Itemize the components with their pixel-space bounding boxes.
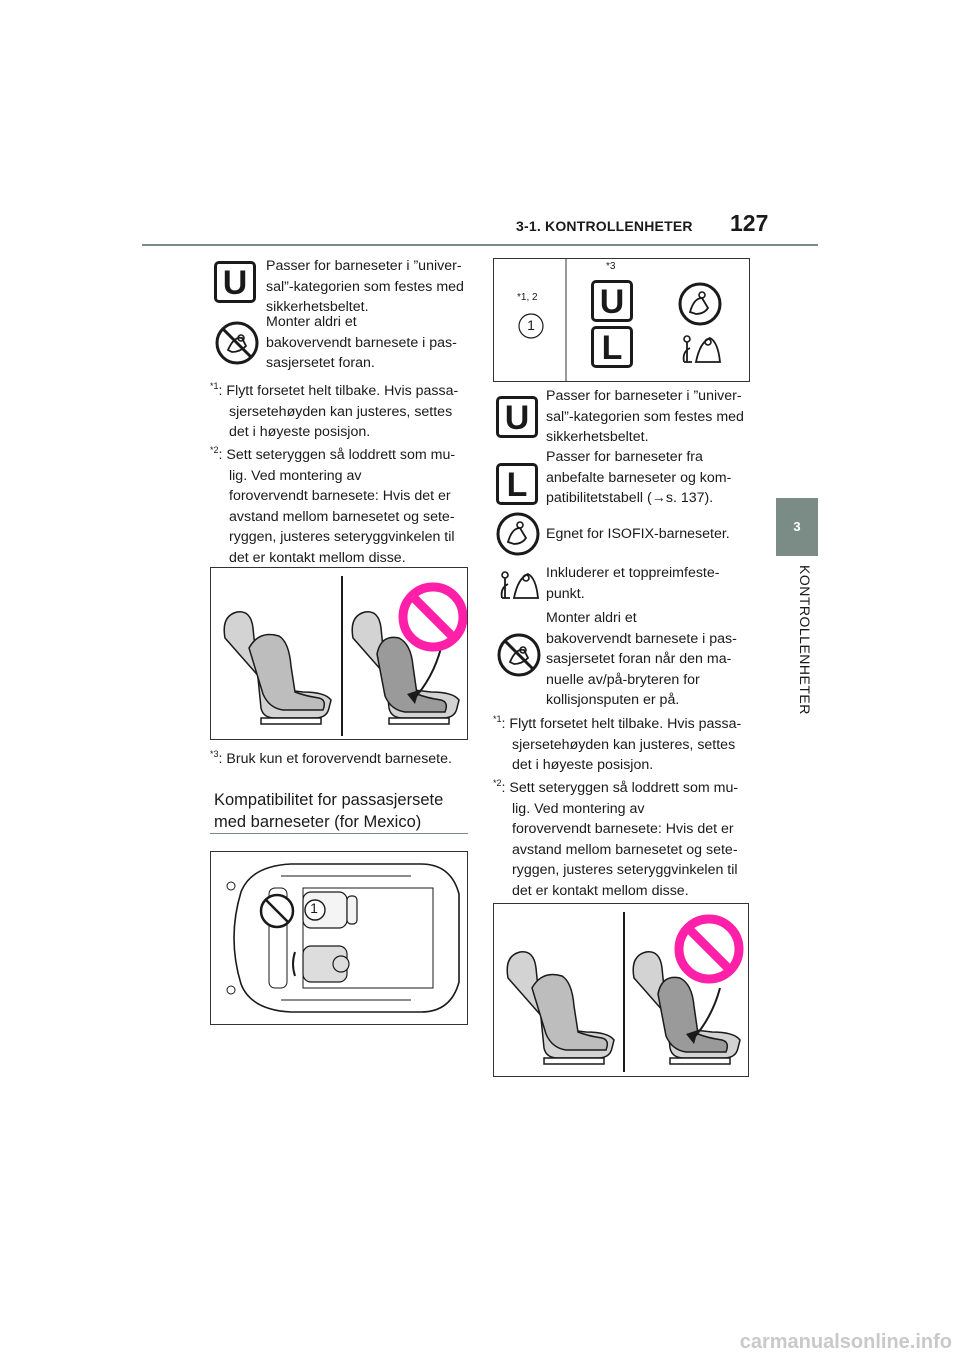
legend-tether-text	[546, 563, 751, 604]
legend-isofix-text: Egnet for ISOFIX-barneseter.	[546, 526, 730, 542]
text-line: : Flytt forsetet helt tilbake. Hvis passa-	[501, 716, 742, 732]
text-line: Passer for barneseter i ”univer-	[546, 388, 742, 404]
header-rule	[142, 244, 818, 246]
list-l-icon: L	[591, 326, 633, 368]
footnote-2	[493, 773, 755, 901]
text-line: sasjersetet foran.	[266, 355, 375, 371]
legend-universal-text	[546, 386, 751, 448]
no-rear-facing-icon	[496, 632, 542, 683]
legend-never-text	[546, 608, 751, 711]
text-line: det i høyeste posisjon.	[229, 424, 371, 440]
footnote-3	[210, 744, 472, 770]
text-line: bakovervendt barnesete i pas-	[546, 630, 737, 647]
text-line: lig. Ved montering av	[229, 467, 362, 484]
text-line: sjersetehøyden kan justeres, settes	[229, 403, 453, 420]
text-line: forovervendt barnesete: Hvis det er	[512, 821, 734, 837]
footnote-mark: *3	[210, 749, 219, 759]
text-line: sikkerhetsbeltet.	[266, 299, 369, 315]
text-line: sal”-kategorien som festes med	[546, 408, 744, 425]
universal-u-icon: U	[496, 396, 538, 438]
text-line: Monter aldri et	[266, 314, 357, 330]
seat-adjustment-figure	[493, 903, 749, 1077]
universal-description	[266, 256, 471, 318]
page-number: 127	[730, 210, 769, 236]
universal-u-icon: U	[214, 261, 256, 303]
isofix-icon	[496, 512, 540, 561]
text-line: lig. Ved montering av	[512, 800, 645, 817]
no-rear-facing-icon	[214, 320, 260, 371]
never-rear-facing-text	[266, 312, 471, 374]
subheading-line: Kompatibilitet for passasjersete	[214, 791, 444, 809]
chapter-tab: 3	[776, 498, 818, 556]
text-line: : Flytt forsetet helt tilbake. Hvis passa-	[218, 383, 459, 399]
seat-position-number: 1	[310, 900, 318, 916]
text-line: Inkluderer et toppreimfeste-	[546, 565, 720, 581]
text-line: : Sett seteryggen så loddrett som mu-	[501, 780, 739, 796]
text-line: patibilitetstabell (→s. 137).	[546, 490, 714, 506]
legend-list-text	[546, 447, 751, 509]
text-line: det er kontakt mellom disse.	[229, 549, 406, 566]
text-line: : Sett seteryggen så loddrett som mu-	[218, 447, 456, 463]
list-l-icon: L	[496, 463, 538, 505]
text-line: kollisjonsputen er på.	[546, 692, 680, 708]
table-col1-note: *1, 2	[517, 292, 538, 303]
text-line: det i høyeste posisjon.	[512, 757, 654, 773]
text-line: det er kontakt mellom disse.	[512, 882, 689, 899]
text-line: Monter aldri et	[546, 610, 637, 626]
isofix-icon	[678, 282, 722, 331]
table-col1-number: 1	[527, 317, 535, 333]
text-line: forovervendt barnesete: Hvis det er	[229, 488, 451, 504]
footnote-mark: *2	[493, 778, 502, 788]
footnote-mark: *1	[493, 714, 502, 724]
footnote-2	[210, 440, 472, 568]
text-line: ryggen, justeres seteryggvinkelen til	[229, 529, 455, 545]
footnote-1	[210, 376, 472, 443]
text-line: Passer for barneseter fra	[546, 449, 703, 465]
section-title: 3-1. KONTROLLENHETER	[516, 218, 693, 234]
text-line: avstand mellom barnesetet og sete-	[512, 841, 738, 858]
top-tether-icon	[494, 564, 544, 611]
text-line: sal”-kategorien som festes med	[266, 278, 464, 295]
car-top-view-figure	[210, 851, 468, 1025]
subheading-rule	[210, 833, 468, 834]
top-tether-icon	[676, 328, 726, 375]
text-line: nuelle av/på-bryteren for	[546, 671, 700, 688]
text-line: anbefalte barneseter og kom-	[546, 469, 732, 486]
text-line: sikkerhetsbeltet.	[546, 429, 649, 445]
table-col2-note: *3	[606, 261, 616, 272]
text-line: sasjersetet foran når den ma-	[546, 651, 732, 667]
text-line: bakovervendt barnesete i pas-	[266, 334, 457, 351]
text-line: ryggen, justeres seteryggvinkelen til	[512, 862, 738, 878]
mexico-subheading	[214, 789, 470, 833]
text-line: avstand mellom barnesetet og sete-	[229, 508, 455, 525]
text-line: punkt.	[546, 585, 585, 602]
footnote-mark: *2	[210, 445, 219, 455]
footnote-1	[493, 709, 755, 776]
subheading-line: med barneseter (for Mexico)	[214, 813, 422, 831]
text-line: Passer for barneseter i ”univer-	[266, 258, 462, 274]
text-line: : Bruk kun et forovervendt barnesete.	[218, 751, 452, 767]
chapter-label: KONTROLLENHETER	[797, 565, 813, 715]
watermark: carmanualsonline.info	[739, 1331, 952, 1353]
footnote-mark: *1	[210, 381, 219, 391]
text-line: sjersetehøyden kan justeres, settes	[512, 736, 736, 753]
seat-adjustment-figure	[210, 567, 468, 740]
universal-u-icon: U	[591, 280, 633, 322]
